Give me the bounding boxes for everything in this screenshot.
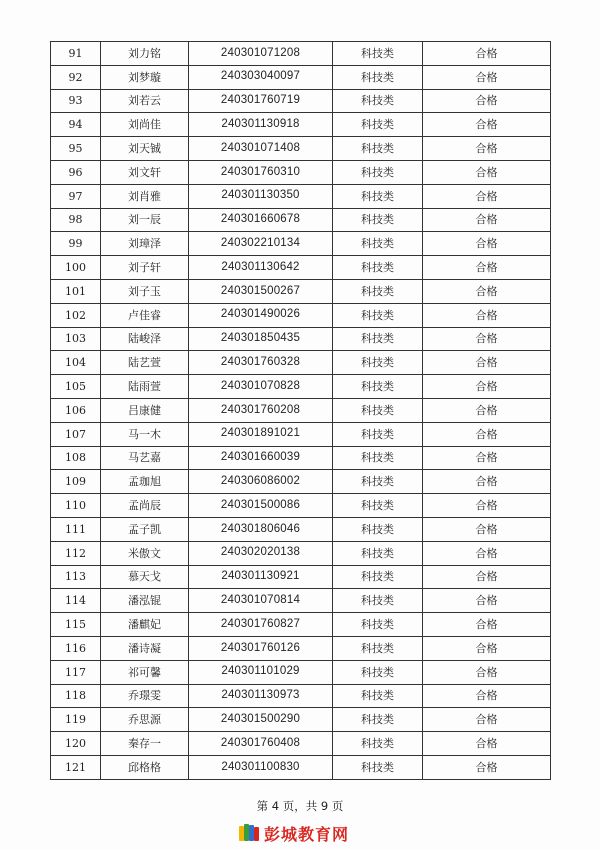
- student-id-cell: 240301760408: [189, 732, 333, 756]
- category-cell: 科技类: [333, 708, 423, 732]
- row-number-cell: 96: [51, 160, 101, 184]
- result-cell: 合格: [423, 303, 551, 327]
- category-cell: 科技类: [333, 89, 423, 113]
- student-name-cell: 潘麒妃: [101, 613, 189, 637]
- category-cell: 科技类: [333, 755, 423, 779]
- table-row: [51, 541, 551, 565]
- result-cell: 合格: [423, 446, 551, 470]
- student-id-cell: 240301500086: [189, 494, 333, 518]
- category-cell: 科技类: [333, 42, 423, 66]
- site-brand: [238, 822, 349, 844]
- result-cell: 合格: [423, 398, 551, 422]
- result-cell: 合格: [423, 184, 551, 208]
- category-cell: 科技类: [333, 589, 423, 613]
- student-name-cell: 刘一辰: [101, 208, 189, 232]
- result-cell: 合格: [423, 541, 551, 565]
- student-name-cell: 潘泓锟: [101, 589, 189, 613]
- row-number-cell: 101: [51, 279, 101, 303]
- student-id-cell: 240301130350: [189, 184, 333, 208]
- result-cell: 合格: [423, 65, 551, 89]
- student-name-cell: 刘子玉: [101, 279, 189, 303]
- row-number-cell: 108: [51, 446, 101, 470]
- category-cell: 科技类: [333, 613, 423, 637]
- page-number-footer: 第 4 页，共 9 页: [256, 799, 344, 813]
- category-cell: 科技类: [333, 375, 423, 399]
- table-row: [51, 256, 551, 280]
- row-number-cell: 114: [51, 589, 101, 613]
- category-cell: 科技类: [333, 565, 423, 589]
- table-row: [51, 327, 551, 351]
- category-cell: 科技类: [333, 327, 423, 351]
- category-cell: 科技类: [333, 398, 423, 422]
- category-cell: 科技类: [333, 517, 423, 541]
- student-id-cell: 240303040097: [189, 65, 333, 89]
- category-cell: 科技类: [333, 732, 423, 756]
- table-row: [51, 470, 551, 494]
- row-number-cell: 107: [51, 422, 101, 446]
- student-id-cell: 240301760827: [189, 613, 333, 637]
- result-cell: 合格: [423, 208, 551, 232]
- category-cell: 科技类: [333, 446, 423, 470]
- result-cell: 合格: [423, 589, 551, 613]
- student-name-cell: 米傲文: [101, 541, 189, 565]
- row-number-cell: 95: [51, 137, 101, 161]
- table-row: [51, 755, 551, 779]
- category-cell: 科技类: [333, 351, 423, 375]
- roster-body: [51, 42, 551, 780]
- category-cell: 科技类: [333, 684, 423, 708]
- student-id-cell: 240301891021: [189, 422, 333, 446]
- student-name-cell: 马艺嘉: [101, 446, 189, 470]
- table-row: [51, 42, 551, 66]
- row-number-cell: 111: [51, 517, 101, 541]
- student-id-cell: 240301760719: [189, 89, 333, 113]
- table-row: [51, 660, 551, 684]
- student-id-cell: 240301070814: [189, 589, 333, 613]
- result-cell: 合格: [423, 565, 551, 589]
- table-row: [51, 303, 551, 327]
- table-row: [51, 589, 551, 613]
- student-name-cell: 孟珈旭: [101, 470, 189, 494]
- row-number-cell: 109: [51, 470, 101, 494]
- table-row: [51, 184, 551, 208]
- row-number-cell: 97: [51, 184, 101, 208]
- table-row: [51, 517, 551, 541]
- student-id-cell: 240301850435: [189, 327, 333, 351]
- student-name-cell: 刘子轩: [101, 256, 189, 280]
- table-row: [51, 422, 551, 446]
- result-cell: 合格: [423, 256, 551, 280]
- student-id-cell: 240301130921: [189, 565, 333, 589]
- category-cell: 科技类: [333, 494, 423, 518]
- row-number-cell: 92: [51, 65, 101, 89]
- student-name-cell: 刘尚佳: [101, 113, 189, 137]
- table-row: [51, 636, 551, 660]
- roster-table: [50, 41, 551, 780]
- row-number-cell: 113: [51, 565, 101, 589]
- table-row: [51, 446, 551, 470]
- student-name-cell: 陆艺萱: [101, 351, 189, 375]
- row-number-cell: 103: [51, 327, 101, 351]
- result-cell: 合格: [423, 660, 551, 684]
- row-number-cell: 98: [51, 208, 101, 232]
- result-cell: 合格: [423, 684, 551, 708]
- student-id-cell: 240301490026: [189, 303, 333, 327]
- row-number-cell: 105: [51, 375, 101, 399]
- student-id-cell: 240302210134: [189, 232, 333, 256]
- student-name-cell: 刘璋泽: [101, 232, 189, 256]
- student-id-cell: 240301100830: [189, 755, 333, 779]
- row-number-cell: 116: [51, 636, 101, 660]
- student-name-cell: 刘力铭: [101, 42, 189, 66]
- result-cell: 合格: [423, 327, 551, 351]
- result-cell: 合格: [423, 279, 551, 303]
- row-number-cell: 115: [51, 613, 101, 637]
- table-row: [51, 160, 551, 184]
- student-name-cell: 潘诗凝: [101, 636, 189, 660]
- result-cell: 合格: [423, 732, 551, 756]
- table-row: [51, 565, 551, 589]
- result-cell: 合格: [423, 517, 551, 541]
- row-number-cell: 120: [51, 732, 101, 756]
- table-row: [51, 89, 551, 113]
- student-id-cell: 240301660678: [189, 208, 333, 232]
- books-logo-icon: [238, 823, 260, 843]
- category-cell: 科技类: [333, 256, 423, 280]
- row-number-cell: 102: [51, 303, 101, 327]
- category-cell: 科技类: [333, 184, 423, 208]
- student-name-cell: 慕天戈: [101, 565, 189, 589]
- category-cell: 科技类: [333, 232, 423, 256]
- category-cell: 科技类: [333, 160, 423, 184]
- student-name-cell: 吕康健: [101, 398, 189, 422]
- student-name-cell: 刘肖雅: [101, 184, 189, 208]
- student-name-cell: 陆雨萱: [101, 375, 189, 399]
- student-id-cell: 240301071208: [189, 42, 333, 66]
- student-name-cell: 陆峻泽: [101, 327, 189, 351]
- row-number-cell: 99: [51, 232, 101, 256]
- student-id-cell: 240301071408: [189, 137, 333, 161]
- student-id-cell: 240301500290: [189, 708, 333, 732]
- category-cell: 科技类: [333, 636, 423, 660]
- result-cell: 合格: [423, 232, 551, 256]
- brand-name: 彭城教育网: [264, 824, 350, 844]
- row-number-cell: 91: [51, 42, 101, 66]
- student-name-cell: 祁可馨: [101, 660, 189, 684]
- category-cell: 科技类: [333, 208, 423, 232]
- student-name-cell: 卢佳睿: [101, 303, 189, 327]
- row-number-cell: 112: [51, 541, 101, 565]
- result-cell: 合格: [423, 494, 551, 518]
- result-cell: 合格: [423, 422, 551, 446]
- student-name-cell: 孟尚辰: [101, 494, 189, 518]
- row-number-cell: 119: [51, 708, 101, 732]
- student-name-cell: 刘梦璇: [101, 65, 189, 89]
- table-row: [51, 137, 551, 161]
- student-name-cell: 孟子凯: [101, 517, 189, 541]
- student-id-cell: 240301660039: [189, 446, 333, 470]
- student-name-cell: 刘文轩: [101, 160, 189, 184]
- student-id-cell: 240301760208: [189, 398, 333, 422]
- student-id-cell: 240301130973: [189, 684, 333, 708]
- result-cell: 合格: [423, 113, 551, 137]
- result-cell: 合格: [423, 636, 551, 660]
- student-name-cell: 乔璟雯: [101, 684, 189, 708]
- table-row: [51, 375, 551, 399]
- table-row: [51, 232, 551, 256]
- row-number-cell: 106: [51, 398, 101, 422]
- table-row: [51, 732, 551, 756]
- table-row: [51, 684, 551, 708]
- row-number-cell: 117: [51, 660, 101, 684]
- result-cell: 合格: [423, 470, 551, 494]
- student-name-cell: 刘天铖: [101, 137, 189, 161]
- student-name-cell: 刘若云: [101, 89, 189, 113]
- student-id-cell: 240301130918: [189, 113, 333, 137]
- table-row: [51, 494, 551, 518]
- table-row: [51, 279, 551, 303]
- row-number-cell: 93: [51, 89, 101, 113]
- student-name-cell: 乔思源: [101, 708, 189, 732]
- student-id-cell: 240302020138: [189, 541, 333, 565]
- row-number-cell: 104: [51, 351, 101, 375]
- result-cell: 合格: [423, 755, 551, 779]
- student-id-cell: 240301760310: [189, 160, 333, 184]
- student-id-cell: 240301760328: [189, 351, 333, 375]
- table-row: [51, 613, 551, 637]
- table-row: [51, 208, 551, 232]
- result-cell: 合格: [423, 613, 551, 637]
- category-cell: 科技类: [333, 279, 423, 303]
- student-name-cell: 邱格格: [101, 755, 189, 779]
- table-row: [51, 113, 551, 137]
- table-row: [51, 398, 551, 422]
- category-cell: 科技类: [333, 541, 423, 565]
- student-id-cell: 240301806046: [189, 517, 333, 541]
- result-cell: 合格: [423, 137, 551, 161]
- result-cell: 合格: [423, 89, 551, 113]
- result-cell: 合格: [423, 375, 551, 399]
- table-row: [51, 351, 551, 375]
- student-id-cell: 240301101029: [189, 660, 333, 684]
- student-id-cell: 240306086002: [189, 470, 333, 494]
- result-cell: 合格: [423, 708, 551, 732]
- student-name-cell: 秦存一: [101, 732, 189, 756]
- row-number-cell: 94: [51, 113, 101, 137]
- row-number-cell: 100: [51, 256, 101, 280]
- table-row: [51, 708, 551, 732]
- student-name-cell: 马一木: [101, 422, 189, 446]
- student-id-cell: 240301130642: [189, 256, 333, 280]
- category-cell: 科技类: [333, 422, 423, 446]
- category-cell: 科技类: [333, 660, 423, 684]
- table-row: [51, 65, 551, 89]
- result-cell: 合格: [423, 351, 551, 375]
- student-id-cell: 240301500267: [189, 279, 333, 303]
- student-id-cell: 240301070828: [189, 375, 333, 399]
- row-number-cell: 110: [51, 494, 101, 518]
- row-number-cell: 118: [51, 684, 101, 708]
- student-id-cell: 240301760126: [189, 636, 333, 660]
- category-cell: 科技类: [333, 470, 423, 494]
- category-cell: 科技类: [333, 65, 423, 89]
- result-cell: 合格: [423, 160, 551, 184]
- category-cell: 科技类: [333, 137, 423, 161]
- category-cell: 科技类: [333, 303, 423, 327]
- row-number-cell: 121: [51, 755, 101, 779]
- category-cell: 科技类: [333, 113, 423, 137]
- result-cell: 合格: [423, 42, 551, 66]
